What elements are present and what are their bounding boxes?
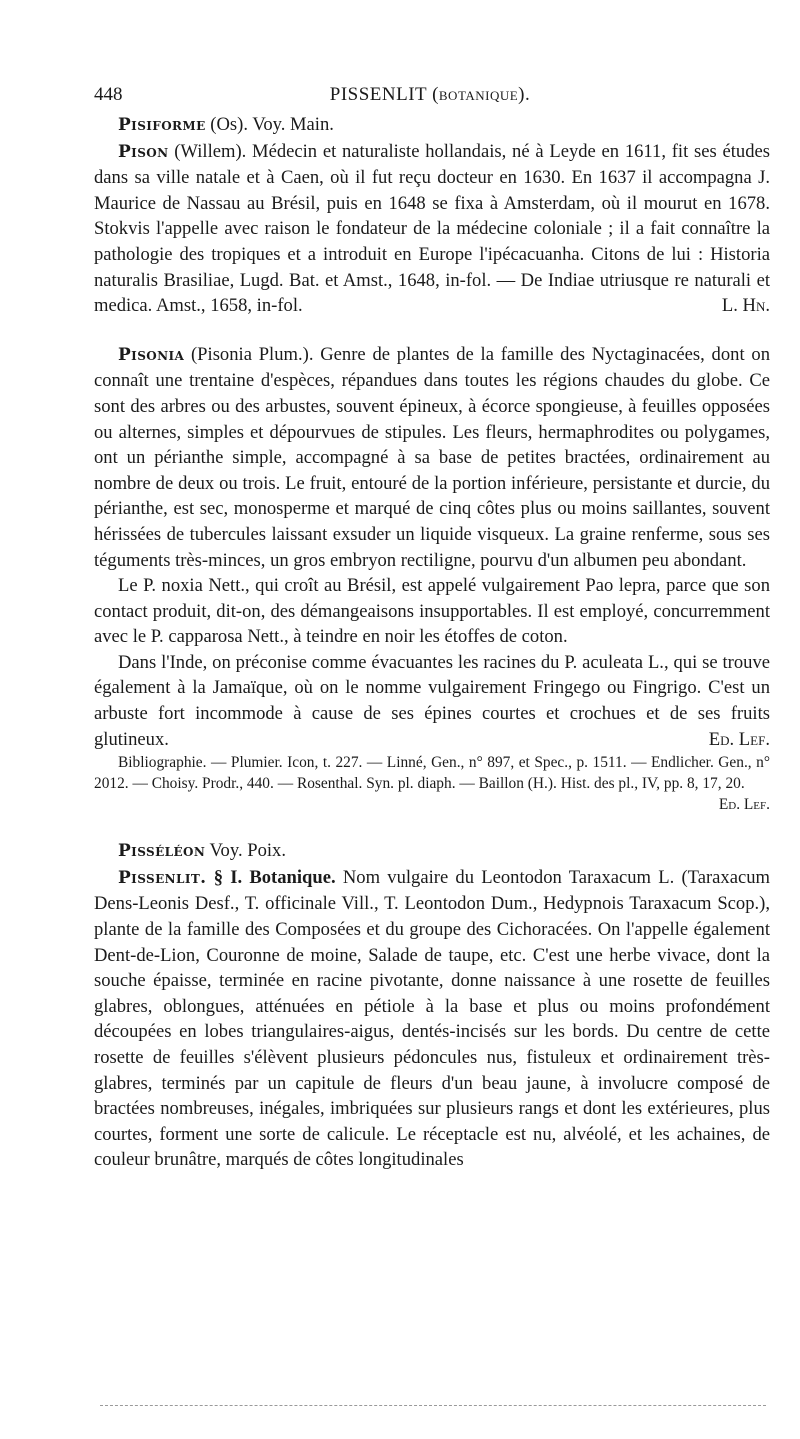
entry-paragraph <box>94 342 770 573</box>
entry-headword: Pisonia <box>118 344 185 365</box>
running-head <box>94 84 766 110</box>
entry-paragraph: Le P. noxia Nett., qui croît au Brésil, est appelé vulgairement Pao lepra, parce que son contact produit, dit-on, des démangeaisons insupportables. Il est employé, concurremment avec le P. capparosa Nett., à teindre en noir les étoffes de coton. <box>94 575 770 648</box>
entry-headword: Pisséléon <box>118 841 206 862</box>
entry-text: Dans l'Inde, on préconise comme évacuantes les racines du P. aculeata L., qui se trouve également à la Jamaïque, où on le nomme vulgairement Fringego ou Fingrigo. C'est un arbuste fort incommode à cause de ses épines courtes et crochues et de ses fruits glutineux. <box>94 651 770 750</box>
running-title-sub: (botanique). <box>432 84 531 105</box>
bibliography-signature: Ed. Lef. <box>718 796 770 814</box>
entry-paragraph <box>94 650 770 752</box>
entry-headword: Pissenlit. <box>118 867 207 888</box>
entry-text: Voy. Poix. <box>205 840 286 862</box>
entry-pissenlit <box>94 865 770 1173</box>
entry-signature: L. Hn. <box>721 295 770 317</box>
entry-text: (Os). Voy. Main. <box>205 114 334 135</box>
entry-section: § I. Botanique. <box>206 866 336 888</box>
entry-headword: Pison <box>118 141 169 162</box>
bibliography-text: Bibliographie. — Plumier. Icon, t. 227. — Linné, Gen., n° 897, et Spec., p. 1511. — Endlicher. Gen., n° 2012. — Choisy. Prodr., 440. — Rosenthal. Syn. pl. diaph. — Baillon (H.). Hist. des pl., IV, pp. 8, 17, 20. <box>94 754 770 793</box>
running-title <box>94 84 766 106</box>
entry-pisonia <box>94 342 770 816</box>
running-title-main: PISSENLIT <box>329 84 427 105</box>
entry-paragraph <box>94 139 770 319</box>
entry-text: (Pisonia Plum.). Genre de plantes de la famille des Nyctaginacées, dont on connaît une trentaine d'espèces, répandues dans toutes les régions chaudes du globe. Ce sont des arbres ou des arbustes, souvent épineux, à écorce spongieuse, à feuilles opposées ou alternes, simples et dépourvues de stipules. Les fleurs, hermaphrodites ou polygames, ont un périanthe simple, accompagné à sa base de petites bractées, ordinairement au nombre de deux ou trois. Le fruit, entouré de la portion inférieure, persistante et durcie, du périanthe, est sec, monosperme et marqué de cinq côtes plus ou moins saillantes, souvent hérissées de tubercules laissant exsuder un liquide visqueux. La graine renferme, sous ses téguments très-minces, un gros embryon rectiligne, pourvu d'un albumen peu abondant. <box>94 343 770 571</box>
page-number: 448 <box>94 84 123 105</box>
page-content <box>94 112 770 1173</box>
entry-pisiforme <box>94 112 770 139</box>
entry-headword: Pisiforme <box>118 115 206 135</box>
entry-text: (Willem). Médecin et naturaliste hollandais, né à Leyde en 1611, fit ses études dans sa ville natale et à Caen, où il fut reçu docteur en 1630. En 1637 il accompagna J. Maurice de Nassau au Brésil, puis en 1648 se fixa à Amsterdam, où il mourut en 1678. Stokvis l'appelle avec raison le fondateur de la médecine coloniale ; il a fait connaître la pathologie des tropiques et a introduit en Europe l'ipécacuanha. Citons de lui : Historia naturalis Brasiliae, Lugd. Bat. et Amst., 1648, in-fol. — De Indiae utriusque re naturali et medica. Amst., 1658, in-fol. <box>94 140 770 317</box>
entry-text: Nom vulgaire du Leontodon Taraxacum L. (Taraxacum Dens-Leonis Desf., T. officinale Vill., T. Leontodon Dum., Hedypnois Taraxacum Scop.), plante de la famille des Composées et du groupe des Cichoracées. On l'appelle également Dent-de-Lion, Couronne de moine, Salade de taupe, etc. C'est une herbe vivace, dont la souche épaisse, terminée en racine pivotante, donne naissance à une rosette de feuilles glabres, oblongues, atténuées en pétiole à la base et plus ou moins profondément découpées en lobes triangulaires-aigus, dentés-incisés sur les bords. Du centre de cette rosette de feuilles s'élèvent plusieurs pédoncules nus, fistuleux et ordinairement très-glabres, terminés par un capitule de fleurs d'un beau jaune, à involucre composé de bractées nombreuses, inégales, imbriquées sur plusieurs rangs et dont les extérieures, plus courtes, forment une sorte de calicule. Le réceptacle est nu, alvéolé, et les achaines, de couleur brunâtre, marqués de côtes longitudinales <box>94 866 770 1171</box>
bibliography <box>94 752 770 814</box>
entry-signature: Ed. Lef. <box>708 728 770 750</box>
entry-pisseleon <box>94 838 770 865</box>
entry-pison <box>94 139 770 319</box>
bottom-divider <box>100 1405 766 1406</box>
